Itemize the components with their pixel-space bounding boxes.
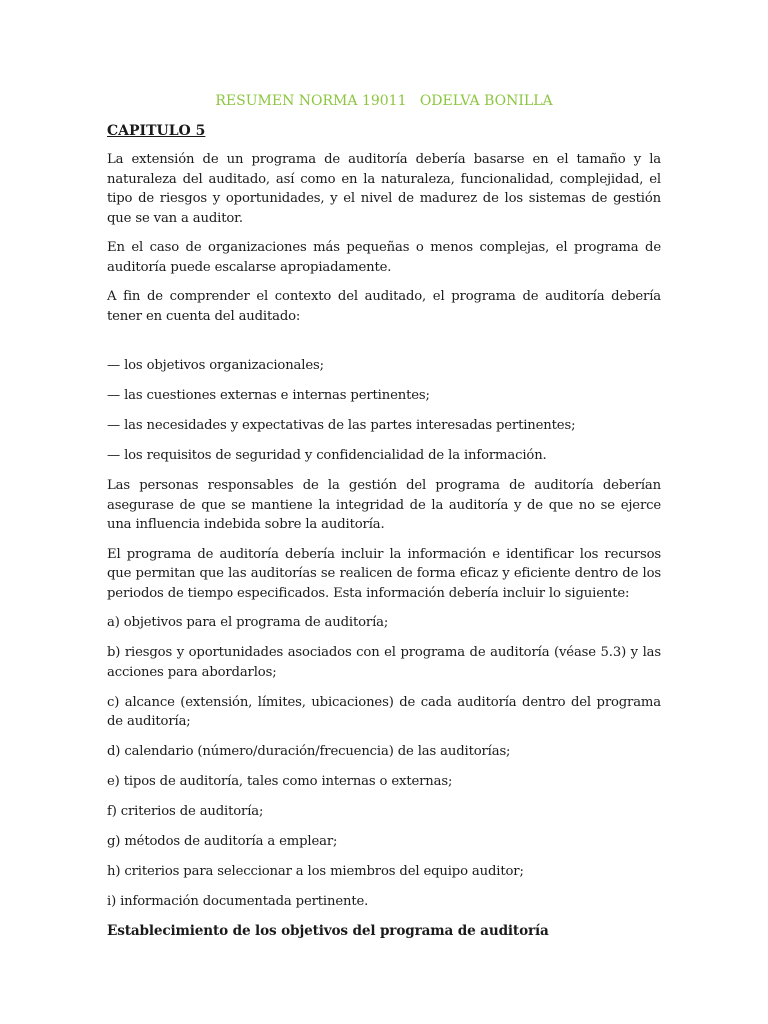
list-item: — los objetivos organizacionales;	[107, 358, 324, 373]
paragraph: Las personas responsables de la gestión del programa de auditoría deberían asegurase de que se mantiene la integridad de la auditoría y de que no se ejerce una influencia indebida sobre la auditoría.	[107, 478, 661, 532]
list-item: d) calendario (número/duración/frecuencia) de las auditorías;	[107, 744, 511, 759]
list-item: g) métodos de auditoría a emplear;	[107, 834, 338, 849]
list-item: f) criterios de auditoría;	[107, 804, 264, 819]
document-page	[107, 92, 661, 942]
paragraph: A fin de comprender el contexto del auditado, el programa de auditoría debería tener en cuenta del auditado:	[107, 289, 661, 324]
list-item: c) alcance (extensión, límites, ubicaciones) de cada auditoría dentro del programa de auditoría;	[107, 694, 661, 729]
list-item: — los requisitos de seguridad y confidencialidad de la información.	[107, 448, 547, 463]
section-heading: Establecimiento de los objetivos del programa de auditoría	[107, 923, 549, 939]
paragraph: La extensión de un programa de auditoría debería basarse en el tamaño y la naturaleza del auditado, así como en la naturaleza, funcionalidad, complejidad, el tipo de riesgos y oportunidades, y el nivel de madurez de los sistemas de gestión que se van a auditor.	[107, 152, 661, 226]
list-item: a) objetivos para el programa de auditoría;	[107, 615, 389, 630]
list-item: h) criterios para seleccionar a los miembros del equipo auditor;	[107, 864, 524, 879]
list-item: i) información documentada pertinente.	[107, 894, 369, 909]
blank-line	[107, 336, 661, 356]
paragraph: En el caso de organizaciones más pequeñas o menos complejas, el programa de auditoría puede escalarse apropiadamente.	[107, 240, 661, 275]
paragraph: El programa de auditoría debería incluir la información e identificar los recursos que permitan que las auditorías se realicen de forma eficaz y eficiente dentro de los periodos de tiempo especificados. Esta información debería incluir lo siguiente:	[107, 546, 661, 601]
list-item: — las cuestiones externas e internas pertinentes;	[107, 388, 430, 403]
list-item: e) tipos de auditoría, tales como internas o externas;	[107, 774, 453, 789]
document-title: RESUMEN NORMA 19011 ODELVA BONILLA	[215, 93, 553, 109]
list-item: b) riesgos y oportunidades asociados con el programa de auditoría (véase 5.3) y las acciones para abordarlos;	[107, 645, 661, 680]
chapter-heading: CAPITULO 5	[107, 123, 206, 139]
list-item: — las necesidades y expectativas de las partes interesadas pertinentes;	[107, 418, 576, 433]
